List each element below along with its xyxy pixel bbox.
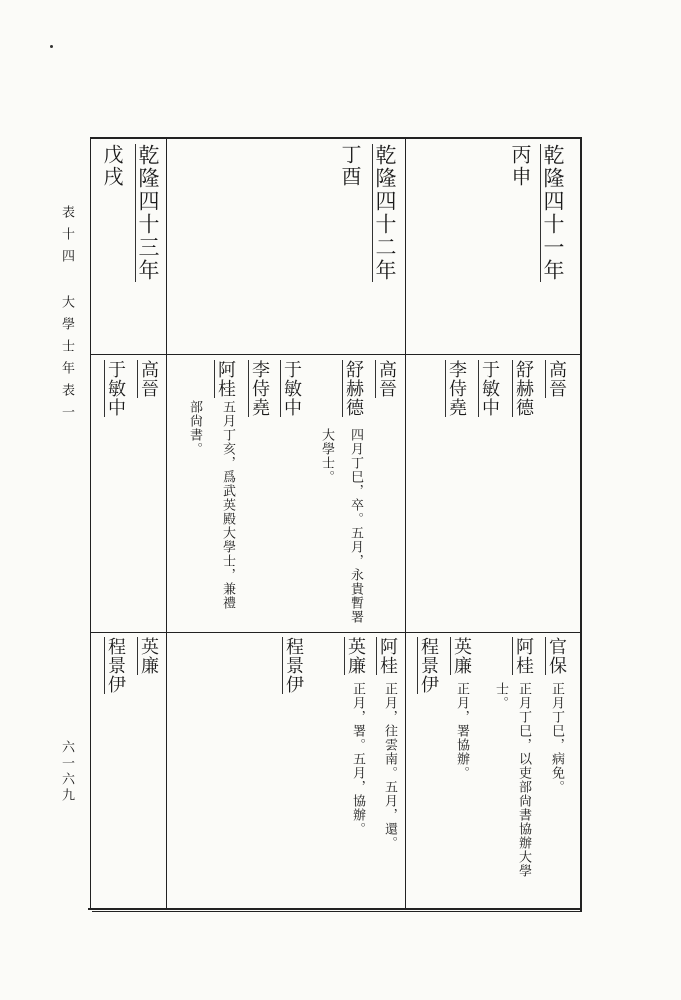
grand-secretary-note: 五月丁亥，爲武英殿大學士，兼禮: [219, 400, 235, 610]
grand-secretary-name: 高晉: [546, 360, 567, 398]
grand-secretary-note: 四月丁巳，卒。五月，永貴暫署: [347, 428, 363, 624]
page-speck: [50, 45, 53, 48]
grand-secretary-name: 于敏中: [281, 360, 302, 417]
assistant-name: 程景伊: [283, 637, 304, 694]
grand-secretary-name: 于敏中: [479, 360, 500, 417]
grand-secretary-name: 高晉: [138, 360, 159, 398]
year-label: 乾隆四十一年: [541, 144, 565, 282]
table-side-title: 表十四 大學士年表一: [59, 205, 74, 427]
grand-secretary-name: 舒赫德: [513, 360, 534, 417]
grand-secretary-name: 于敏中: [105, 360, 126, 417]
grand-secretary-note-cont: 大學士。: [318, 428, 334, 484]
assistant-note: 正月，署。五月，協辦。: [349, 682, 365, 836]
assistant-name: 阿桂: [513, 637, 534, 675]
grand-secretary-note-cont: 部尙書。: [186, 400, 202, 456]
assistant-name: 英廉: [138, 637, 159, 675]
ganzhi-label: 丁酉: [338, 144, 362, 188]
assistant-name: 程景伊: [418, 637, 439, 694]
assistant-note: 正月，署協辦。: [453, 682, 469, 780]
assistant-name: 程景伊: [105, 637, 126, 694]
page-number: 六一六九: [59, 740, 74, 804]
grand-secretary-name: 高晉: [376, 360, 397, 398]
year-label: 乾隆四十三年: [136, 144, 160, 282]
assistant-note: 正月丁巳，病免。: [548, 682, 564, 794]
grand-secretary-name: 阿桂: [215, 360, 236, 398]
ganzhi-label: 戊戌: [100, 144, 124, 188]
grand-secretary-name: 李侍堯: [446, 360, 467, 417]
assistant-note-cont: 士。: [492, 682, 508, 710]
ganzhi-label: 丙申: [508, 144, 532, 188]
assistant-note: 正月，往雲南。五月，還。: [381, 682, 397, 850]
grand-secretary-name: 舒赫德: [343, 360, 364, 417]
assistant-name: 英廉: [345, 637, 366, 675]
assistant-name: 阿桂: [377, 637, 398, 675]
grand-secretary-name: 李侍堯: [249, 360, 270, 417]
assistant-name: 英廉: [451, 637, 472, 675]
assistant-note: 正月丁巳，以吏部尙書協辦大學: [515, 682, 531, 878]
assistant-name: 官保: [546, 637, 567, 675]
year-label: 乾隆四十二年: [373, 144, 397, 282]
